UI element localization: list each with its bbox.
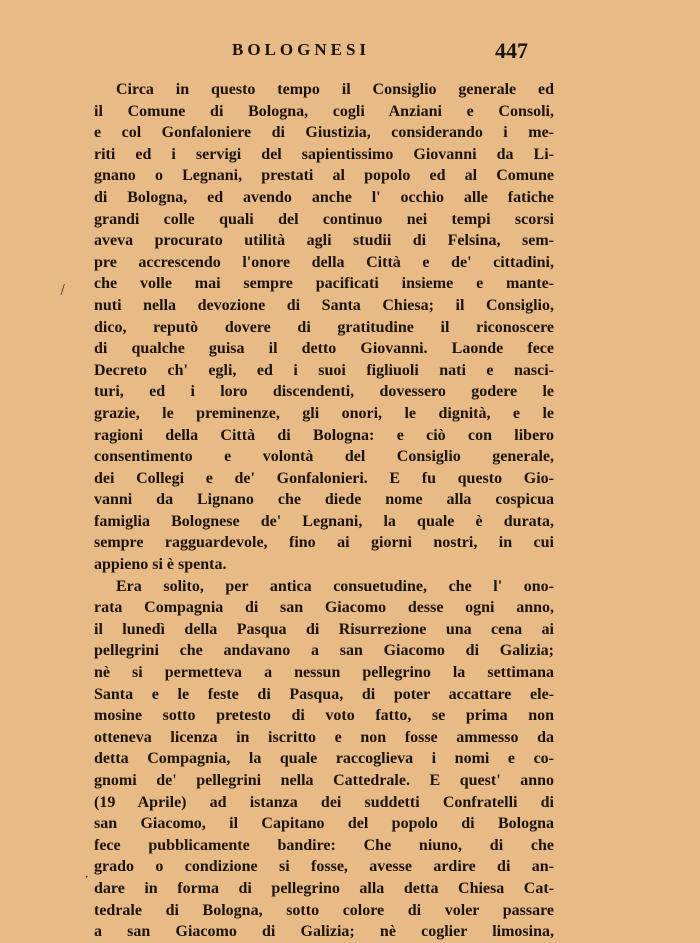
text-line: (19 Aprile) ad istanza dei suddetti Confratelli di: [94, 793, 554, 811]
text-line: detta Compagnia, la quale raccoglieva i nomi e co-: [94, 750, 554, 768]
text-line: sempre ragguardevole, fino ai giorni nostri, in cui: [94, 534, 554, 552]
text-line: e col Gonfaloniere di Giustizia, considerando i me-: [94, 124, 554, 142]
text-line: famiglia Bolognese de' Legnani, la quale è durata,: [94, 512, 554, 530]
body-text: [94, 79, 554, 943]
text-line: riti ed i servigi del sapientissimo Giovanni da Li-: [94, 145, 554, 163]
text-line: mosine sotto pretesto di voto fatto, se prima non: [94, 707, 554, 725]
text-line: Santa e le feste di Pasqua, di poter accattare ele-: [94, 685, 554, 703]
page-number: 447: [495, 38, 528, 63]
text-line: consentimento e volontà del Consiglio generale,: [94, 448, 554, 466]
text-line: che volle mai sempre pacificati insieme e mante-: [94, 275, 554, 293]
text-line: grandi colle quali del continuo nei tempi scorsi: [94, 210, 554, 228]
text-line: di Bologna, ed avendo anche l' occhio alle fatiche: [94, 188, 554, 206]
text-line: il lunedì della Pasqua di Risurrezione una cena ai: [94, 620, 554, 638]
text-line: nuti nella devozione di Santa Chiesa; il Consiglio,: [94, 296, 554, 314]
text-line: a san Giacomo di Galizia; nè coglier limosina,: [94, 923, 554, 941]
text-line: il Comune di Bologna, cogli Anziani e Consoli,: [94, 102, 554, 120]
text-line: nè si permetteva a nessun pellegrino la settimana: [94, 664, 554, 682]
text-line: rata Compagnia di san Giacomo desse ogni anno,: [94, 599, 554, 617]
running-title: BOLOGNESI: [232, 40, 371, 59]
text-line: Era solito, per antica consuetudine, che l' ono-: [116, 577, 554, 595]
text-line: gnomi de' pellegrini nella Cattedrale. E quest' anno: [94, 772, 554, 789]
text-line: tedrale di Bologna, sotto colore di voler passare: [94, 901, 554, 919]
page-header: [0, 38, 700, 68]
text-line: otteneva licenza in iscritto e non fosse ammesso da: [94, 728, 554, 746]
text-line: pre accrescendo l'onore della Città e de' cittadini,: [94, 253, 554, 271]
text-line: appieno si è spenta.: [94, 556, 227, 574]
margin-pen-mark: ⁄: [59, 283, 67, 299]
text-line: san Giacomo, il Capitano del popolo di Bologna: [94, 815, 554, 833]
margin-dot-mark: ·: [85, 872, 89, 883]
text-line: vanni da Lignano che diede nome alla cospicua: [94, 491, 554, 509]
text-line: fece pubblicamente bandire: Che niuno, di che: [94, 836, 554, 854]
text-line: gnano o Legnani, prestati al popolo ed al Comune: [94, 167, 554, 185]
text-line: pellegrini che andavano a san Giacomo di Galizia;: [94, 642, 554, 660]
text-line: turi, ed i loro discendenti, dovessero godere le: [94, 383, 554, 401]
text-line: dare in forma di pellegrino alla detta Chiesa Cat-: [94, 879, 554, 897]
text-line: grazie, le preminenze, gli onori, le dignità, e le: [94, 404, 554, 422]
text-line: dico, reputò dovere di gratitudine il riconoscere: [94, 318, 554, 336]
text-line: aveva procurato utilità agli studii di Felsina, sem-: [94, 232, 554, 250]
text-line: Decreto ch' egli, ed i suoi figliuoli nati e nasci-: [94, 361, 554, 379]
text-line: Circa in questo tempo il Consiglio generale ed: [116, 81, 554, 98]
text-line: di qualche guisa il detto Giovanni. Laonde fece: [94, 340, 554, 358]
text-line: dei Collegi e de' Gonfalonieri. E fu questo Gio-: [94, 469, 554, 487]
text-line: grado o condizione si fosse, avesse ardire di an-: [94, 858, 554, 876]
text-line: ragioni della Città di Bologna: e ciò con libero: [94, 426, 554, 444]
